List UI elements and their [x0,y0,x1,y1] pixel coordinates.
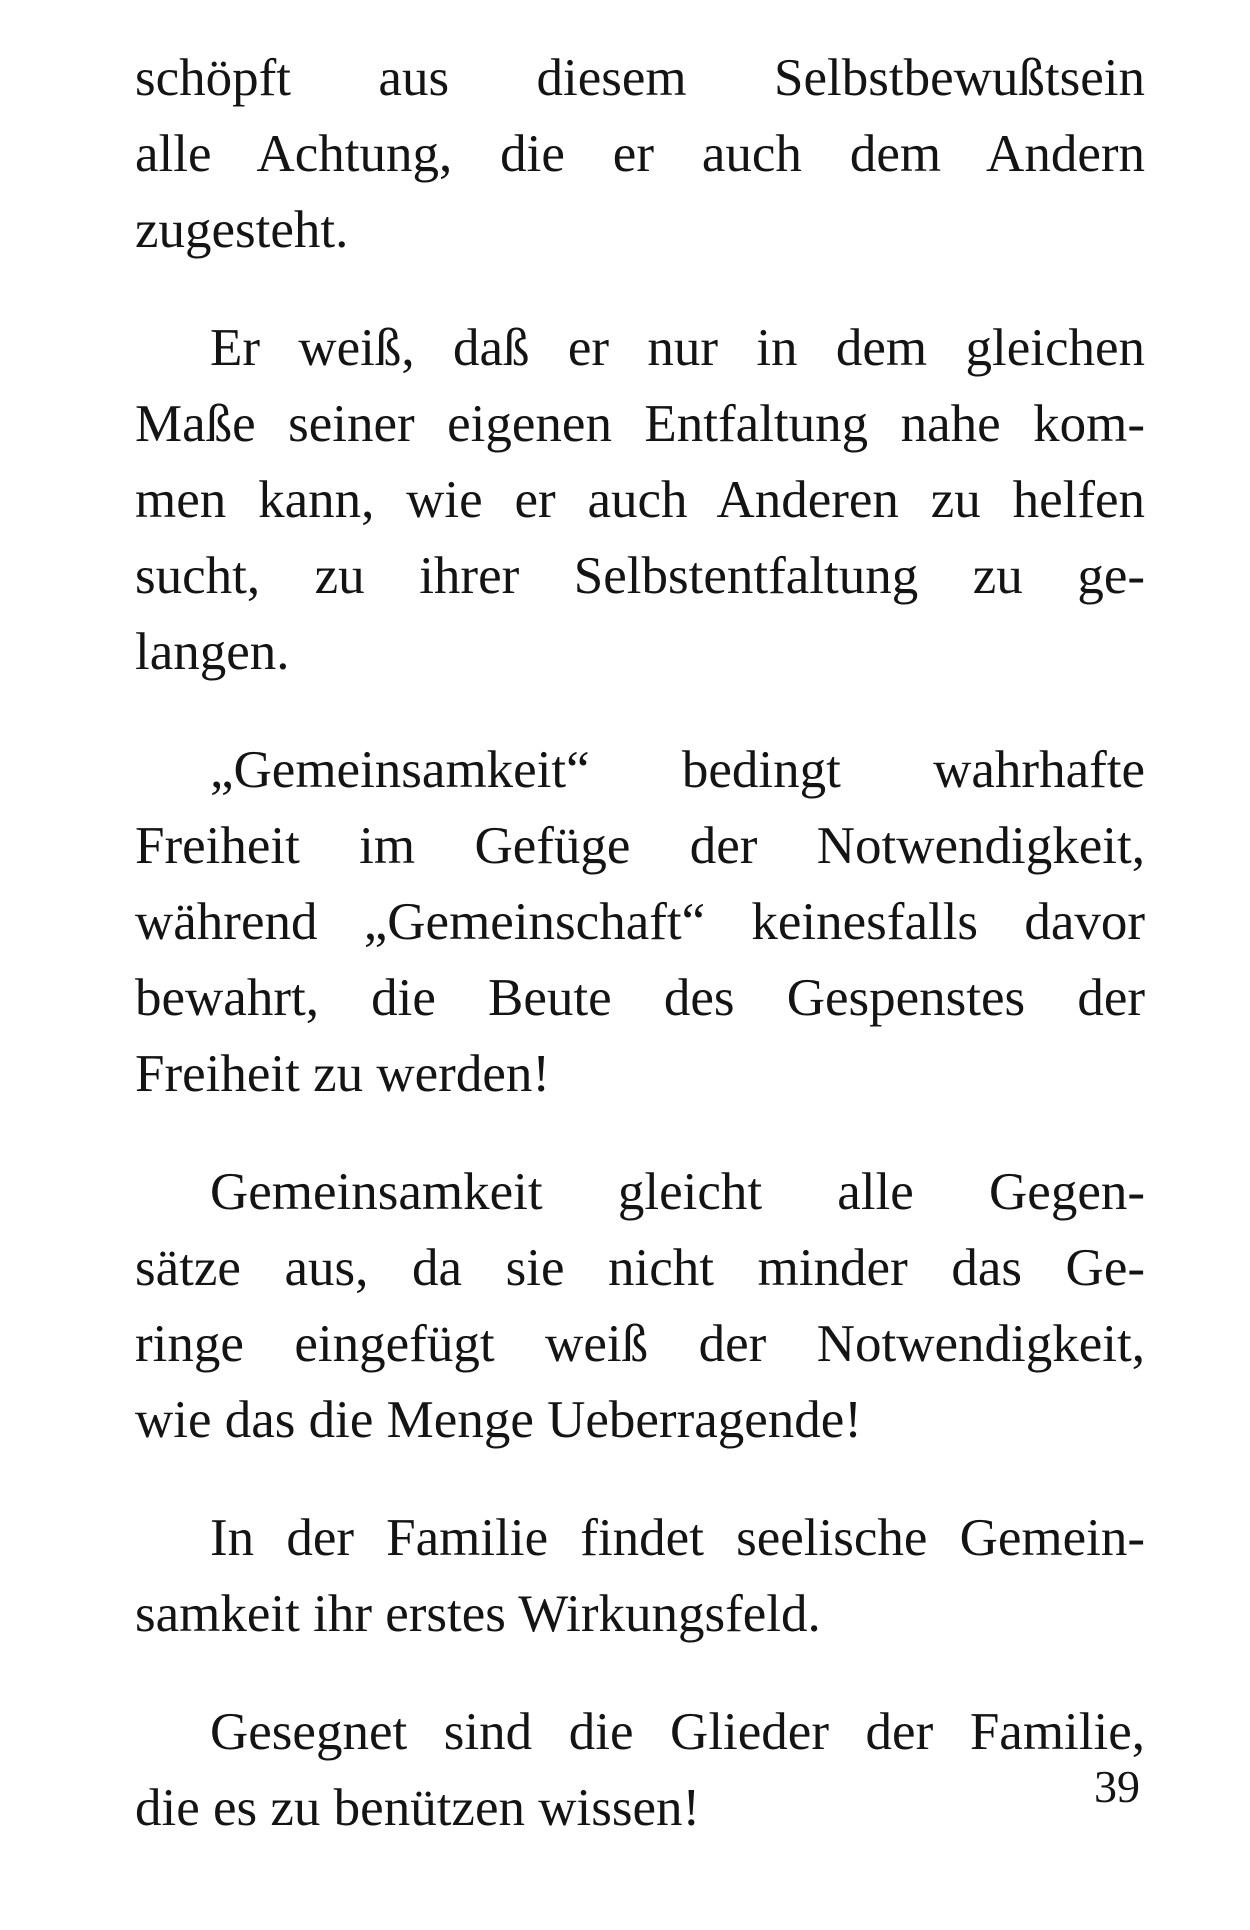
text-line: „Gemeinsamkeit“ bedingt wahrhafte [210,741,1145,799]
text-line: sucht, zu ihrer Selbstentfaltung zu ge- [135,547,1145,605]
text-line: Freiheit zu werden! [135,1045,550,1103]
text-line: Gemeinsamkeit gleicht alle Gegen- [210,1163,1145,1221]
text-line: alle Achtung, die er auch dem Andern [135,125,1145,183]
text-column [135,40,1145,1846]
text-line: sätze aus, da sie nicht minder das Ge- [135,1239,1145,1297]
text-line: wie das die Menge Ueberragende! [135,1391,862,1449]
paragraph-6 [135,1694,1145,1846]
text-line: samkeit ihr erstes Wirkungsfeld. [135,1585,821,1643]
text-line: zugesteht. [135,201,349,259]
text-line: Gesegnet sind die Glieder der Familie, [210,1703,1145,1761]
text-line: Maße seiner eigenen Entfaltung nahe kom- [135,395,1145,453]
paragraph-2 [135,310,1145,690]
text-line: Freiheit im Gefüge der Notwendigkeit, [135,817,1145,875]
text-line: ringe eingefügt weiß der Notwendigkeit, [135,1315,1145,1373]
page-number: 39 [1094,1761,1140,1812]
paragraph-3 [135,732,1145,1112]
paragraph-5 [135,1500,1145,1652]
text-line: In der Familie findet seelische Gemein- [210,1509,1145,1567]
paragraph-4 [135,1154,1145,1458]
text-line: bewahrt, die Beute des Gespenstes der [135,969,1145,1027]
text-line: schöpft aus diesem Selbstbewußtsein [135,49,1145,107]
text-line: während „Gemeinschaft“ keinesfalls davor [135,893,1145,951]
text-line: langen. [135,623,290,681]
text-line: die es zu benützen wissen! [135,1779,701,1837]
text-line: Er weiß, daß er nur in dem gleichen [210,319,1145,377]
paragraph-1 [135,40,1145,268]
text-line: men kann, wie er auch Anderen zu helfen [135,471,1145,529]
